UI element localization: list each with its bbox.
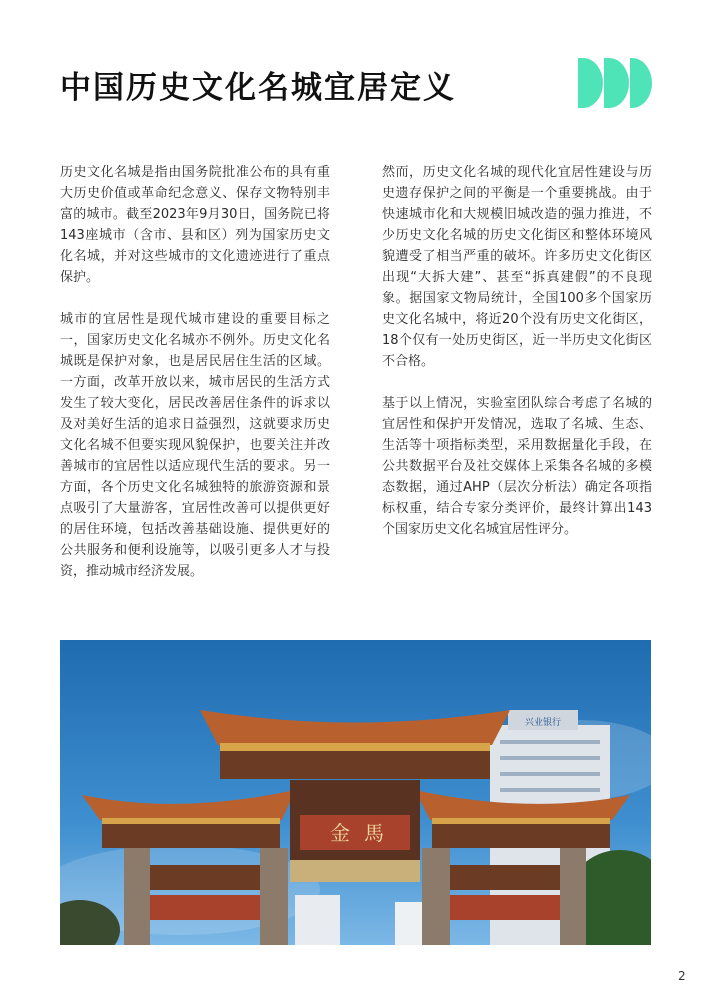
paragraph: 基于以上情况，实验室团队综合考虑了名城的宜居性和保护开发情况，选取了名城、生态、生活等十项指标类型，采用数据量化手段，在公共数据平台及社交媒体上采集各名城的多模态数据，通过AHP（层次分析法）确定各项指标权重，结合专家分类评价，最终计算出143个国家历史文化名城宜居性评分。 [382,396,652,537]
paragraph: 然而，历史文化名城的现代化宜居性建设与历史遗存保护之间的平衡是一个重要挑战。由于快速城市化和大规模旧城改造的强力推进，不少历史文化名城的历史文化街区和整体环境风貌遭受了相当严重的破坏。许多历史文化街区出现“大拆大建”、甚至“拆真建假”的不良现象。据国家文物局统计，全国100多个国家历史文化名城中，将近20个没有历史文化街区，18个仅有一处历史街区，近一半历史文化街区不合格。 [382,165,652,369]
triple-chevron-logo-icon [578,58,652,108]
gate-sign: 金馬 [330,821,398,845]
gateway-photo [60,640,651,945]
paragraph: 城市的宜居性是现代城市建设的重要目标之一，国家历史文化名城亦不例外。历史文化名城既是保护对象，也是居民居住生活的区域。一方面，改革开放以来，城市居民的生活方式发生了较大变化，居民改善居住条件的诉求以及对美好生活的追求日益强烈，这就要求历史文化名城不但要实现风貌保护，也要关注并改善城市的宜居性以适应现代生活的要求。另一方面，各个历史文化名城独特的旅游资源和景点吸引了大量游客，宜居性改善可以提供更好的居住环境，包括改善基础设施、提供更好的公共服务和便利设施等，以吸引更多人才与投资，推动城市经济发展。 [60,312,330,579]
building-sign: 兴业银行 [525,718,562,728]
paragraph: 历史文化名城是指由国务院批准公布的具有重大历史价值或革命纪念意义、保存文物特别丰富的城市。截至2023年9月30日，国务院已将143座城市（含市、县和区）列为国家历史文化名城，并对这些城市的文化遗迹进行了重点保护。 [60,165,330,285]
page-number: 2 [678,969,686,983]
page-title: 中国历史文化名城宜居定义 [60,70,456,106]
right-column [382,162,652,561]
left-column [60,162,330,603]
